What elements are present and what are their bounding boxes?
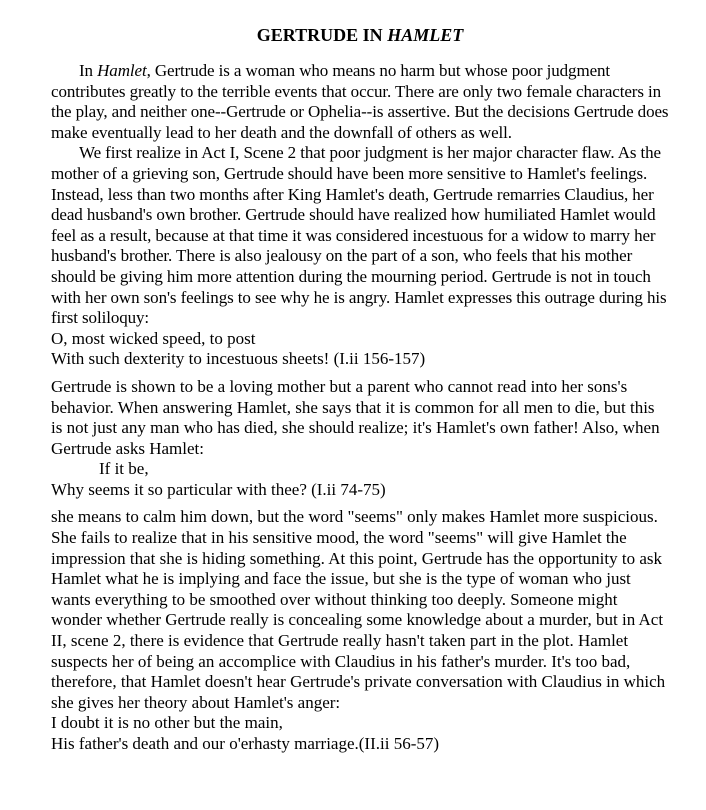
paragraph-seems: she means to calm him down, but the word "seems" only makes Hamlet more suspicious. She fails to realize that in his sensitive mood, the word "seems" will give Hamlet the impression that she is hiding something. At this point, Gertrude has the opportunity to ask Hamlet what he is implying and face the issue, but she is the type of woman who just wants everything to be smoothed over without thinking too deeply. Someone might wonder whether Gertrude really is concealing some knowledge about a murder, but in Act II, scene 2, there is evidence that Gertrude really hasn't taken part in the plot. Hamlet suspects her of being an accomplice with Claudius in his father's murder. It's too bad, therefore, that Hamlet doesn't hear Gertrude's private conversation with Claudius in which she gives her theory about Hamlet's anger: [51,507,666,712]
quote-soliloquy [51,329,669,370]
paragraph-intro [51,61,669,143]
intro-play-name: Hamlet [97,61,147,80]
quote-line: O, most wicked speed, to post [51,328,256,348]
quote-line: With such dexterity to incestuous sheets! (I.ii 156-157) [51,349,426,369]
quote-hasty-marriage [51,713,669,754]
document-page [51,24,669,755]
quote-line: If it be, [99,459,149,479]
essay-title [51,24,669,46]
paragraph-act-one: We first realize in Act I, Scene 2 that poor judgment is her major character flaw. As the mother of a grieving son, Gertrude should have been more sensitive to Hamlet's feelings. Instead, less than two months after King Hamlet's death, Gertrude remarries Claudius, her dead husband's own brother. Gertrude should have realized how humiliated Hamlet would feel as a result, because at that time it was considered incestuous for a widow to marry her husband's brother. There is also jealousy on the part of a son, who feels that his mother should be giving him more attention during the mourning period. Gertrude is not in touch with her own son's feelings to see why he is angry. Hamlet expresses this outrage during his first soliloquy: [51,143,667,328]
title-text: GERTRUDE IN [256,25,388,45]
intro-text: , Gertrude is a woman who means no harm but whose poor judgment contributes greatly to the terrible events that occur. There are only two female characters in the play, and neither one--Gertrude or Ophelia--is assertive. But the decisions Gertrude does make eventually lead to her death and the downfall of others as well. [51,61,669,142]
quote-line: Why seems it so particular with thee? (I.ii 74-75) [51,479,386,499]
intro-lead: In [79,61,98,80]
paragraph-loving-mother: Gertrude is shown to be a loving mother but a parent who cannot read into her sons's behavior. When answering Hamlet, she says that it is common for all men to die, but this is not just any man who has died, she should realize; it's Hamlet's own father! Also, when Gertrude asks Hamlet: [51,376,660,458]
title-play-name: HAMLET [387,25,464,45]
quote-line: His father's death and our o'erhasty marriage.(II.ii 56-57) [51,734,440,753]
quote-seems [51,459,669,500]
quote-line: I doubt it is no other but the main, [51,713,283,733]
